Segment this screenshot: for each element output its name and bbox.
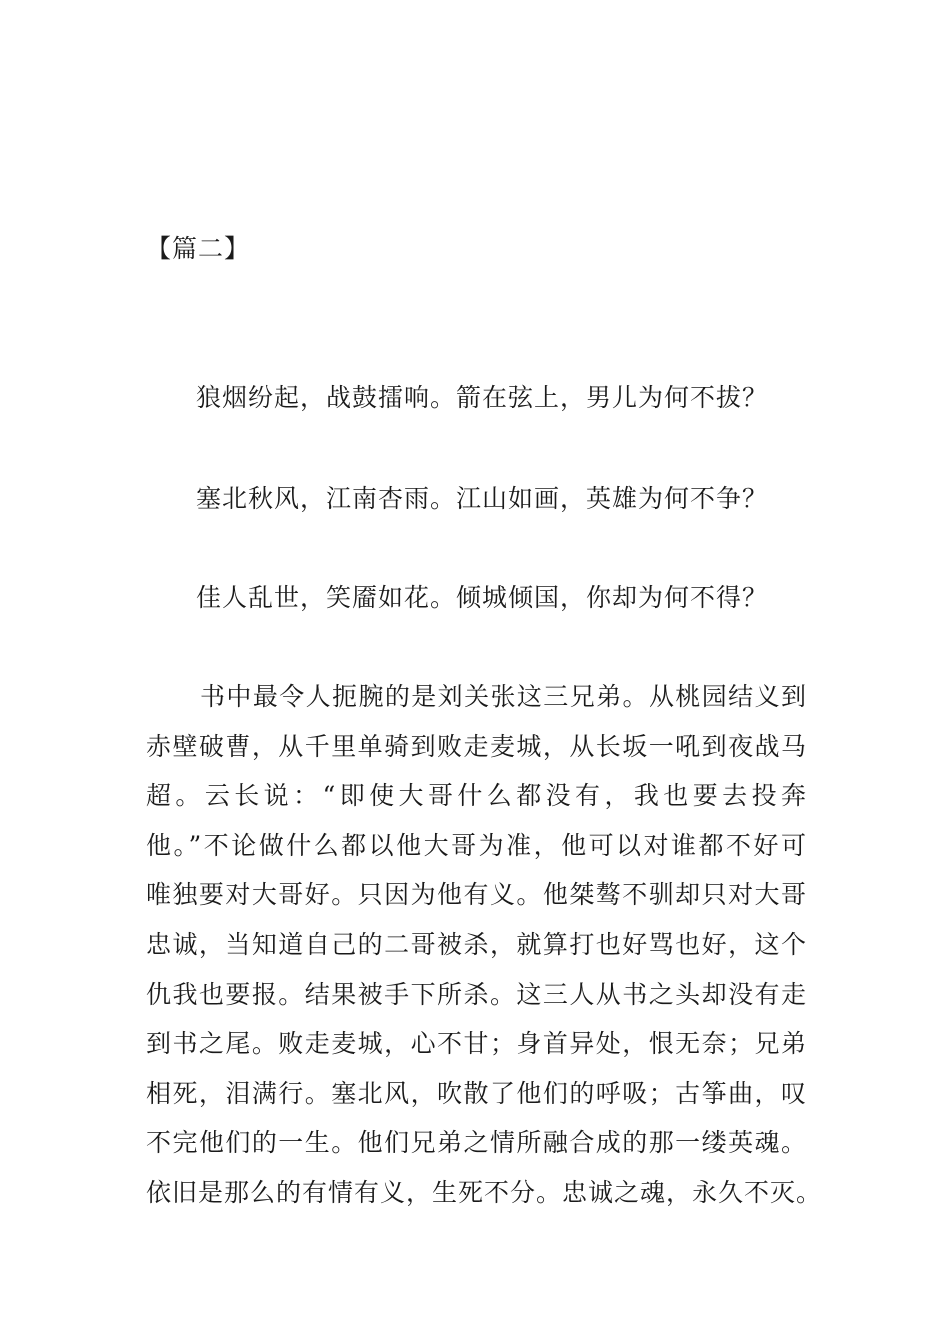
section-heading: 【篇二】	[146, 234, 251, 263]
body-paragraph	[146, 679, 823, 1225]
paragraph-line: 赤壁破曹，从千里单骑到败走麦城，从长坂一吼到夜战马	[146, 731, 806, 761]
paragraph-line: 他。”不论做什么都以他大哥为准，他可以对谁都不好可	[146, 830, 806, 860]
paragraph-line: 不完他们的一生。他们兄弟之情所融合成的那一缕英魂。	[146, 1128, 806, 1158]
paragraph-line: 仇我也要报。结果被手下所杀。这三人从书之头却没有走	[146, 979, 806, 1009]
verse-line: 塞北秋风，江南杏雨。江山如画，英雄为何不争？	[196, 484, 769, 513]
verse-line: 佳人乱世，笑靥如花。倾城倾国，你却为何不得？	[196, 583, 769, 612]
paragraph-line: 到书之尾。败走麦城，心不甘；身首异处，恨无奈；兄弟	[146, 1029, 806, 1059]
verse-line: 狼烟纷起，战鼓擂响。箭在弦上，男儿为何不拔？	[196, 383, 769, 412]
paragraph-line: 依旧是那么的有情有义，生死不分。忠诚之魂，永久不灭。	[146, 1177, 823, 1207]
paragraph-line: 忠诚，当知道自己的二哥被杀，就算打也好骂也好，这个	[146, 929, 806, 959]
paragraph-line: 唯独要对大哥好。只因为他有义。他桀骜不驯却只对大哥	[146, 880, 806, 910]
paragraph-line: 相死，泪满行。塞北风，吹散了他们的呼吸；古筝曲，叹	[146, 1078, 806, 1108]
paragraph-line: 书中最令人扼腕的是刘关张这三兄弟。从桃园结义到	[200, 682, 806, 711]
paragraph-line: 超。云长说：“即使大哥什么都没有，我也要去投奔	[146, 781, 806, 811]
